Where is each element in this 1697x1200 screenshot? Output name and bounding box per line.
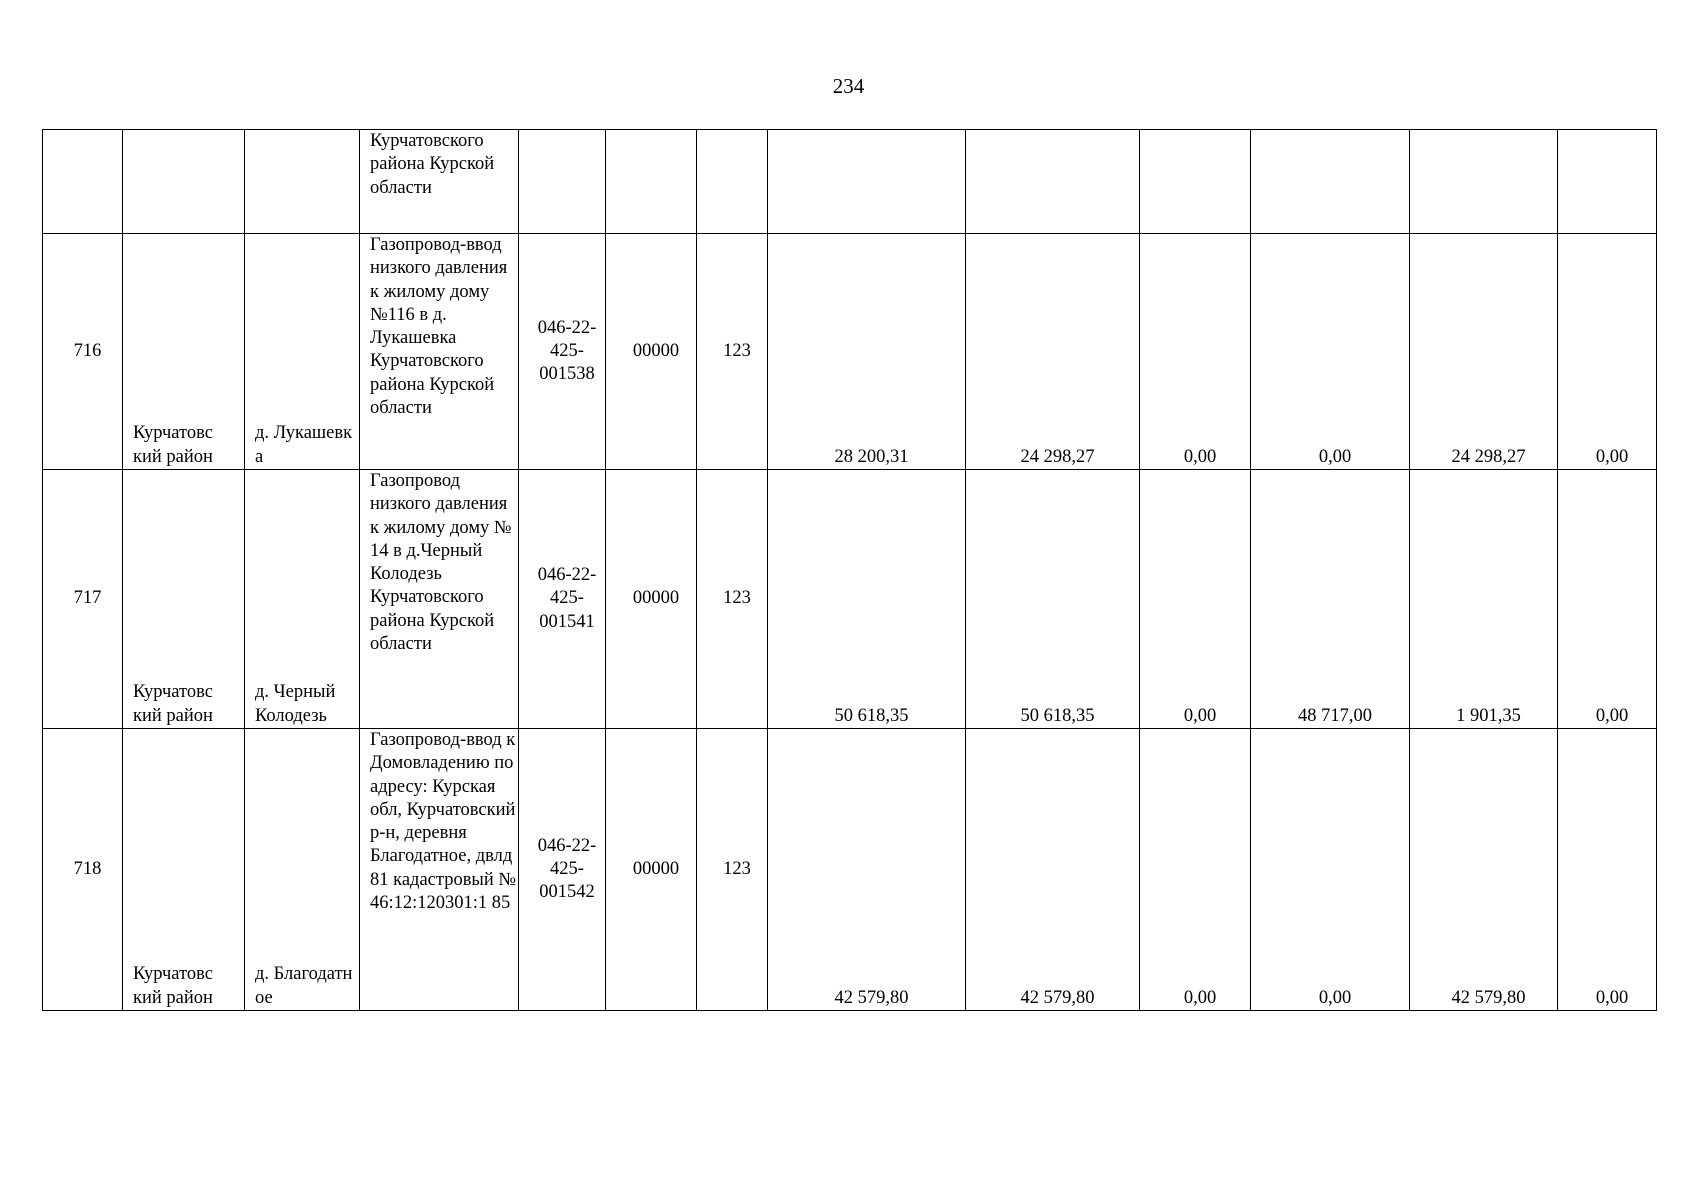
cell-empty [606, 130, 697, 234]
table-row-continuation [43, 130, 1657, 234]
cell-empty [1251, 130, 1410, 234]
cell-value-6: 0,00 [1558, 729, 1657, 1011]
cell-row-number: 716 [43, 234, 123, 470]
cell-empty [245, 130, 360, 234]
cell-value-4: 0,00 [1251, 729, 1410, 1011]
cell-code-123: 123 [697, 729, 768, 1011]
cell-value-1: 28 200,31 [768, 234, 966, 470]
cell-value-6: 0,00 [1558, 470, 1657, 729]
table-row [43, 729, 1657, 1011]
cell-district: Курчатовс кий район [123, 470, 245, 729]
cell-registry-code: 046-22-425-001541 [519, 470, 606, 729]
cell-registry-code: 046-22-425-001542 [519, 729, 606, 1011]
cell-row-number: 718 [43, 729, 123, 1011]
cell-value-2: 42 579,80 [966, 729, 1140, 1011]
cell-empty [1558, 130, 1657, 234]
cell-empty [768, 130, 966, 234]
cell-value-3: 0,00 [1140, 470, 1251, 729]
cell-value-3: 0,00 [1140, 234, 1251, 470]
cell-district: Курчатовс кий район [123, 729, 245, 1011]
cell-empty [1140, 130, 1251, 234]
page-number: 234 [832, 74, 865, 98]
cell-value-5: 42 579,80 [1410, 729, 1558, 1011]
cell-empty [1410, 130, 1558, 234]
cell-row-number: 717 [43, 470, 123, 729]
cell-registry-code: 046-22-425-001538 [519, 234, 606, 470]
cell-value-1: 50 618,35 [768, 470, 966, 729]
cell-code-123: 123 [697, 470, 768, 729]
cell-value-4: 48 717,00 [1251, 470, 1410, 729]
cell-empty [697, 130, 768, 234]
cell-empty [966, 130, 1140, 234]
table-row [43, 470, 1657, 729]
cell-district: Курчатовс кий район [123, 234, 245, 470]
cell-empty [123, 130, 245, 234]
cell-locality: д. Черный Колодезь [245, 470, 360, 729]
cell-value-4: 0,00 [1251, 234, 1410, 470]
cell-value-1: 42 579,80 [768, 729, 966, 1011]
cell-code-00000: 00000 [606, 470, 697, 729]
cell-code-00000: 00000 [606, 729, 697, 1011]
cell-value-2: 50 618,35 [966, 470, 1140, 729]
cell-value-2: 24 298,27 [966, 234, 1140, 470]
cell-code-00000: 00000 [606, 234, 697, 470]
cell-object-name: Газопровод-ввод низкого давления к жилому дому №116 в д. Лукашевка Курчатовского района Курской области [360, 234, 519, 470]
cell-empty [519, 130, 606, 234]
cell-value-3: 0,00 [1140, 729, 1251, 1011]
cell-object-name: Газопровод низкого давления к жилому дому № 14 в д.Черный Колодезь Курчатовского района Курской области [360, 470, 519, 729]
cell-code-123: 123 [697, 234, 768, 470]
registry-table [42, 129, 1657, 1011]
cell-value-5: 1 901,35 [1410, 470, 1558, 729]
cell-object-name: Газопровод-ввод к Домовладению по адресу: Курская обл, Курчатовский р-н, деревня Благодатное, двлд 81 кадастровый № 46:12:120301:1 85 [360, 729, 519, 1011]
cell-value-5: 24 298,27 [1410, 234, 1558, 470]
table-row [43, 234, 1657, 470]
cell-empty [43, 130, 123, 234]
cell-value-6: 0,00 [1558, 234, 1657, 470]
cell-locality: д. Благодатн ое [245, 729, 360, 1011]
cell-locality: д. Лукашевк а [245, 234, 360, 470]
cell-object-name: Курчатовского района Курской области [360, 130, 519, 234]
